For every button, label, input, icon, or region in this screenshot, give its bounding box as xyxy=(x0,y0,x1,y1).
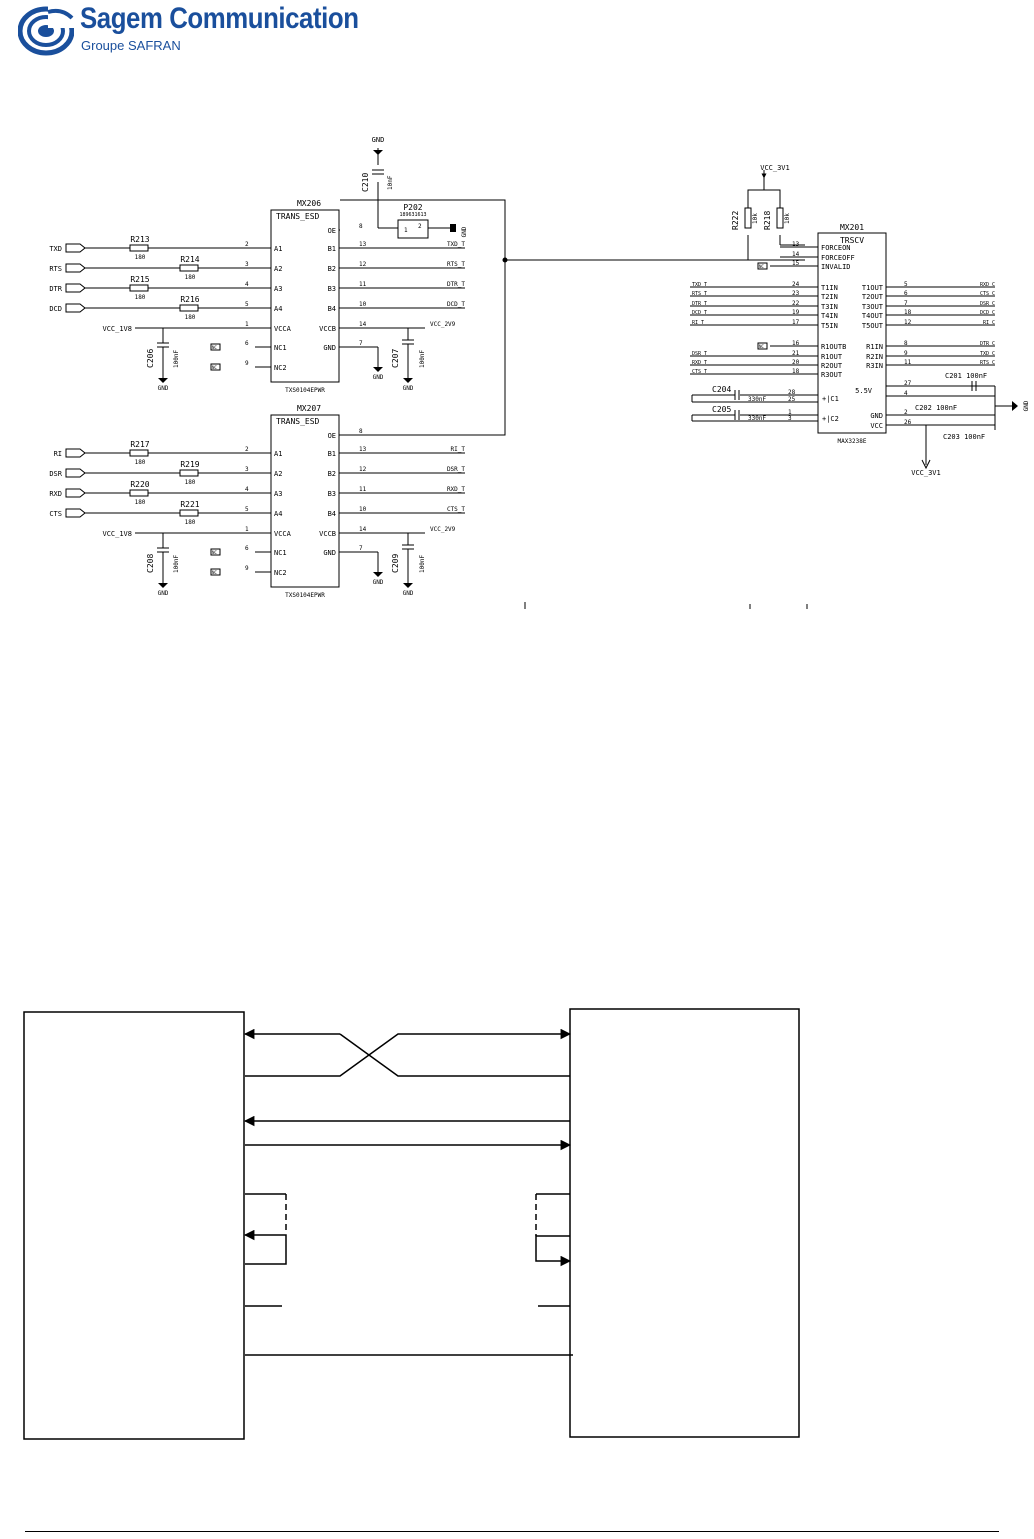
mx207-cap-a-gnd: GND xyxy=(157,590,169,597)
mx207-type: TRANS_ESD xyxy=(276,417,320,426)
mx201-pin-num: 1 xyxy=(788,409,792,416)
mx206-cap-a-value: 100nF xyxy=(173,349,180,368)
mx206-pin-GND: GND xyxy=(323,344,336,352)
mx201-pullup-ref: R222 xyxy=(731,210,740,230)
mx206-pin-num: 5 xyxy=(245,301,249,308)
mx206-net-B4: DCD_T xyxy=(446,301,465,308)
mx206-pin-num: 13 xyxy=(359,241,367,248)
c210-gnd-label: GND xyxy=(371,136,385,144)
left-device-box xyxy=(24,1012,244,1439)
mx206-pin-num: 14 xyxy=(359,321,367,328)
mx206-pin-B3: B3 xyxy=(327,285,336,293)
mx201-pin-FORCEOFF: FORCEOFF xyxy=(821,254,855,262)
mx206-resistor xyxy=(130,245,148,251)
mx207-gnd-icon xyxy=(373,572,383,577)
mx206-input-DCD: DCD xyxy=(49,305,62,313)
mx207-pin-num: 2 xyxy=(245,446,249,453)
mx207-res-ref: R217 xyxy=(130,440,150,449)
mx201-rin-net: DTR_C xyxy=(979,341,995,347)
mx207-input-RI: RI xyxy=(53,450,62,458)
mx207-pin-num: 10 xyxy=(359,506,367,513)
mx201-pullup-value: 10k xyxy=(784,213,791,224)
mx201-pin-num: 9 xyxy=(904,350,908,357)
mx207-pin-num: 6 xyxy=(245,545,249,552)
mx201-pin-num: 21 xyxy=(792,350,800,357)
mx206-input-DTR: DTR xyxy=(49,285,62,293)
mx206-port-TXD xyxy=(66,244,85,252)
mx206-cap-b-gnd-icon xyxy=(403,378,413,383)
mx207-pin-VCCB: VCCB xyxy=(319,530,336,538)
p202-pin1: 1 xyxy=(404,227,408,234)
mx201-pin-T1OUT: T1OUT xyxy=(861,284,883,292)
block-diagram xyxy=(0,995,1034,1455)
mx206-pin-num: 3 xyxy=(245,261,249,268)
mx201-rout-net: RXD_T xyxy=(692,360,708,366)
brand-subtitle: Groupe SAFRAN xyxy=(81,38,181,53)
mx206-res-ref: R216 xyxy=(180,295,200,304)
mx207-input-RXD: RXD xyxy=(49,490,62,498)
swirl-logo-icon xyxy=(18,6,74,56)
mx206-pin-A4: A4 xyxy=(274,305,283,313)
mx201-pin-num: 16 xyxy=(792,340,800,347)
mx206-resistor xyxy=(130,285,148,291)
mx206-pin-A2: A2 xyxy=(274,265,283,273)
mx201-pin-T4IN: T4IN xyxy=(821,312,838,320)
mx206-pin-NC2: NC2 xyxy=(274,364,287,372)
mx201-pin-num: 11 xyxy=(904,359,912,366)
mx207-pin-num: 3 xyxy=(245,466,249,473)
mx201-pin-R1OUTB: R1OUTB xyxy=(821,343,847,351)
mx207-pin-GND: GND xyxy=(323,549,336,557)
mx207-cap-a-ref: C208 xyxy=(146,553,155,573)
mx207-res-value: 180 xyxy=(184,519,196,526)
mx201-pin-T1IN: T1IN xyxy=(821,284,838,292)
mx206-pin-A3: A3 xyxy=(274,285,283,293)
mx201-pin-num: 27 xyxy=(904,380,912,387)
mx207-port-DSR xyxy=(66,469,85,477)
mx207-input-CTS: CTS xyxy=(49,510,62,518)
mx207-port-RI xyxy=(66,449,85,457)
mx201-pin-num: 5 xyxy=(904,281,908,288)
mx206-cap-b-value: 100nF xyxy=(419,349,426,368)
mx207-part: TXS0104EPWR xyxy=(285,592,325,599)
mx207-nc2-label: NC xyxy=(212,570,217,575)
mx206-net-B1: TXD_T xyxy=(446,241,465,248)
mx201-c202-label: C202 100nF xyxy=(915,404,958,412)
mx201-pin-T3OUT: T3OUT xyxy=(861,303,883,311)
mx207-port-RXD xyxy=(66,489,85,497)
mx201-pin-VCC: VCC xyxy=(870,422,883,430)
mx206-pin-OE: OE xyxy=(327,227,336,235)
mx201-cp-ref: C205 xyxy=(712,405,732,414)
mx201-gnd-icon xyxy=(1012,401,1018,411)
mx201-nc-invalid-label: NC xyxy=(759,264,764,269)
mx207-ref: MX207 xyxy=(296,404,322,413)
mx201-pin-num: 20 xyxy=(792,359,800,366)
mx206-cap-a-ref: C206 xyxy=(146,348,155,368)
mx206-pin-NC1: NC1 xyxy=(274,344,287,352)
mx201-tout-net: RXD_C xyxy=(979,282,995,288)
mx201-pin-FORCEON: FORCEON xyxy=(821,244,851,252)
mx207-net-B4: CTS_T xyxy=(446,506,465,513)
mx201-tout-net: DSR_C xyxy=(979,301,995,307)
mx207-cap-b-gnd: GND xyxy=(402,590,414,597)
mx201-pin-num: 18 xyxy=(792,368,800,375)
mx201-cp-label: +|C1 xyxy=(822,395,839,403)
mx201-pin-num: 3 xyxy=(788,415,792,422)
mx201-pin-num: 19 xyxy=(792,309,800,316)
mx201-gnd-label: GND xyxy=(1023,400,1030,412)
mx207-pin-A2: A2 xyxy=(274,470,283,478)
p202-part: 189631613 xyxy=(399,212,427,218)
mx206-net-VCCB: VCC_2V9 xyxy=(430,321,456,328)
mx206-cap-b-gnd: GND xyxy=(402,385,414,392)
mx206-pin-num: 9 xyxy=(245,360,249,367)
mx206-pin-B1: B1 xyxy=(327,245,336,253)
mx206-pin-num: 1 xyxy=(245,321,249,328)
mx201-pin-num: 7 xyxy=(904,300,908,307)
mx207-input-DSR: DSR xyxy=(49,470,62,478)
mx206-pin-num: 6 xyxy=(245,340,249,347)
mx201-pin-num: 24 xyxy=(792,281,800,288)
mx201-pin-T2IN: T2IN xyxy=(821,293,838,301)
mx206-type: TRANS_ESD xyxy=(276,212,320,221)
mx201-pin-R1OUT: R1OUT xyxy=(821,353,843,361)
mx201-tin-net: RTS_T xyxy=(692,291,708,297)
mx201-pin-num: 6 xyxy=(904,290,908,297)
mx207-cap-a-value: 100nF xyxy=(173,554,180,573)
mx207-cap-b-value: 100nF xyxy=(419,554,426,573)
mx201-pullup-ref: R218 xyxy=(763,210,772,230)
mx201-cp-label: +|C2 xyxy=(822,415,839,423)
mx207-res-value: 180 xyxy=(134,459,146,466)
mx201-cp-value: 330nF xyxy=(748,415,767,422)
mx207-pin-num: 7 xyxy=(359,545,363,552)
mx201-pin-T3IN: T3IN xyxy=(821,303,838,311)
mx207-pin-OE: OE xyxy=(327,432,336,440)
schematic-diagram xyxy=(0,120,1034,615)
mx207-pin-VCCA: VCCA xyxy=(274,530,291,538)
mx201-cp-value: 330nF xyxy=(748,396,767,403)
mx207-res-ref: R219 xyxy=(180,460,200,469)
mx207-nc1-label: NC xyxy=(212,550,217,555)
mx201-tout-net: CTS_C xyxy=(979,291,995,297)
mx206-res-value: 180 xyxy=(134,254,146,261)
mx207-net-B1: RI_T xyxy=(450,446,465,453)
mx206-resistor xyxy=(180,305,198,311)
mx207-pin-NC1: NC1 xyxy=(274,549,287,557)
mx207-pin-A4: A4 xyxy=(274,510,283,518)
mx201-rin-net: TXD_C xyxy=(979,351,995,357)
mx201-tin-net: DCD_T xyxy=(692,310,708,316)
mx201-part: MAX3238E xyxy=(837,438,867,445)
mx206-cap-a-gnd-icon xyxy=(158,378,168,383)
mx207-net-B3: RXD_T xyxy=(446,486,465,493)
mx206-cap-a-gnd: GND xyxy=(157,385,169,392)
mx207-pin-B2: B2 xyxy=(327,470,336,478)
mx207-pin-num: 8 xyxy=(359,428,363,435)
mx206-res-value: 180 xyxy=(184,274,196,281)
c210-value: 10nF xyxy=(387,175,394,190)
mx207-res-ref: R220 xyxy=(130,480,150,489)
mx201-pin-num: 25 xyxy=(788,396,796,403)
mx207-pin-num: 5 xyxy=(245,506,249,513)
mx206-res-ref: R214 xyxy=(180,255,200,264)
mx201-pin-num: 15 xyxy=(792,260,800,267)
mx201-ref: MX201 xyxy=(839,223,865,232)
mx201-pullup-R222 xyxy=(745,208,751,228)
p202-jumper xyxy=(398,220,428,238)
page-header xyxy=(0,0,1034,70)
mx201-tout-net: RI_C xyxy=(982,320,995,326)
mx206-gnd-icon xyxy=(373,367,383,372)
mx206-pin-num: 2 xyxy=(245,241,249,248)
mx207-pin-B1: B1 xyxy=(327,450,336,458)
mx206-pin-B2: B2 xyxy=(327,265,336,273)
mx201-pin-num: 8 xyxy=(904,340,908,347)
mx207-gnd-label: GND xyxy=(372,579,384,586)
mx201-pin-num: 17 xyxy=(792,319,800,326)
mx201-rout-net: DSR_T xyxy=(692,351,708,357)
mx201-v55: 5.5V xyxy=(855,387,872,395)
mx201-pin-T2OUT: T2OUT xyxy=(861,293,883,301)
mx201-pin-num: 4 xyxy=(904,390,908,397)
mx201-vcc-top: VCC_3V1 xyxy=(760,164,790,172)
mx206-pin-num: 7 xyxy=(359,340,363,347)
mx201-c201-label: C201 100nF xyxy=(945,372,988,380)
mx207-resistor xyxy=(130,490,148,496)
mx206-res-ref: R213 xyxy=(130,235,150,244)
mx207-pin-B3: B3 xyxy=(327,490,336,498)
p202-gnd-label: GND xyxy=(461,226,468,238)
mx206-part: TXS0104EPWR xyxy=(285,387,325,394)
mx201-pin-R2OUT: R2OUT xyxy=(821,362,843,370)
mx207-cap-b-gnd-icon xyxy=(403,583,413,588)
mx201-type: TRSCV xyxy=(839,236,865,245)
mx207-pin-num: 1 xyxy=(245,526,249,533)
mx201-tin-net: TXD_T xyxy=(692,282,708,288)
mx206-pin-VCCA: VCCA xyxy=(274,325,291,333)
mx201-tout-net: DCD_C xyxy=(979,310,995,316)
mx206-port-RTS xyxy=(66,264,85,272)
mx207-pin-A1: A1 xyxy=(274,450,283,458)
mx207-pin-num: 11 xyxy=(359,486,367,493)
mx206-pin-VCCB: VCCB xyxy=(319,325,336,333)
mx207-pin-num: 12 xyxy=(359,466,367,473)
mx201-pullup-value: 10k xyxy=(752,213,759,224)
mx201-pin-num: 2 xyxy=(904,409,908,416)
mx201-pin-T5OUT: T5OUT xyxy=(861,322,883,330)
mx206-pin-num: 11 xyxy=(359,281,367,288)
mx201-pin-GND: GND xyxy=(870,412,883,420)
mx207-chip xyxy=(271,415,339,587)
mx201-tin-net: RI_T xyxy=(692,320,705,326)
p202-ref: P202 xyxy=(403,203,423,212)
mx201-vcc-bottom: VCC_3V1 xyxy=(911,469,941,477)
mx201-pin-num: 26 xyxy=(904,419,912,426)
mx206-pin-num: 4 xyxy=(245,281,249,288)
brand-title: Sagem Communication xyxy=(80,2,359,35)
mx201-rin-net: RTS_C xyxy=(979,360,995,366)
mx206-pin-num: 8 xyxy=(359,223,363,230)
mx207-pin-num: 4 xyxy=(245,486,249,493)
mx206-nc1-label: NC xyxy=(212,345,217,350)
mx207-vcca-label: VCC_1V8 xyxy=(102,530,132,538)
mx207-cap-a-gnd-icon xyxy=(158,583,168,588)
line-cross-2 xyxy=(245,1034,570,1076)
mx206-pin-num: 12 xyxy=(359,261,367,268)
mx206-res-value: 180 xyxy=(134,294,146,301)
mx207-net-VCCB: VCC_2V9 xyxy=(430,526,456,533)
mx206-port-DCD xyxy=(66,304,85,312)
mx201-pin-R2IN: R2IN xyxy=(866,353,883,361)
mx207-res-value: 180 xyxy=(134,499,146,506)
mx207-res-ref: R221 xyxy=(180,500,200,509)
mx206-pin-num: 10 xyxy=(359,301,367,308)
c210-ref: C210 xyxy=(361,172,370,192)
mx201-pin-INVALID: INVALID xyxy=(821,263,851,271)
mx206-vcca-label: VCC_1V8 xyxy=(102,325,132,333)
mx206-net-B3: DTR_T xyxy=(446,281,465,288)
mx207-pin-B4: B4 xyxy=(327,510,336,518)
mx207-resistor xyxy=(180,510,198,516)
mx201-pin-num: 23 xyxy=(792,290,800,297)
mx206-pin-B4: B4 xyxy=(327,305,336,313)
mx206-pin-A1: A1 xyxy=(274,245,283,253)
mx207-cap-b-ref: C209 xyxy=(391,553,400,573)
mx207-pin-NC2: NC2 xyxy=(274,569,287,577)
mx206-res-value: 180 xyxy=(184,314,196,321)
mx206-ref: MX206 xyxy=(296,199,322,208)
mx207-pin-num: 13 xyxy=(359,446,367,453)
mx206-input-TXD: TXD xyxy=(49,245,62,253)
mx201-pin-num: 28 xyxy=(788,389,796,396)
mx201-pin-num: 22 xyxy=(792,300,800,307)
mx201-pin-num: 14 xyxy=(792,251,800,258)
right-device-box xyxy=(570,1009,799,1437)
mx201-pin-T5IN: T5IN xyxy=(821,322,838,330)
mx207-resistor xyxy=(180,470,198,476)
p202-gnd-icon xyxy=(450,224,456,232)
mx206-gnd-label: GND xyxy=(372,374,384,381)
mx207-net-B2: DSR_T xyxy=(446,466,465,473)
mx206-cap-b-ref: C207 xyxy=(391,348,400,368)
mx206-resistor xyxy=(180,265,198,271)
mx201-pin-R1IN: R1IN xyxy=(866,343,883,351)
mx201-pin-num: 12 xyxy=(904,319,912,326)
mx206-input-RTS: RTS xyxy=(49,265,62,273)
mx206-chip xyxy=(271,210,339,382)
mx201-pin-R3IN: R3IN xyxy=(866,362,883,370)
mx201-pin-num: 18 xyxy=(904,309,912,316)
mx201-tin-net: DTR_T xyxy=(692,301,708,307)
mx201-rout-net: CTS_T xyxy=(692,369,708,375)
mx207-resistor xyxy=(130,450,148,456)
line-cross-1 xyxy=(340,1034,570,1076)
mx206-res-ref: R215 xyxy=(130,275,150,284)
c210-gnd-icon xyxy=(373,150,383,155)
mx201-pin-num: 13 xyxy=(792,241,800,248)
p202-pin2: 2 xyxy=(418,223,422,230)
loop-left-bottom xyxy=(245,1235,286,1264)
mx207-pin-num: 14 xyxy=(359,526,367,533)
footer-rule xyxy=(25,1531,999,1532)
loop-right-bottom xyxy=(536,1236,570,1261)
mx201-pin-R3OUT: R3OUT xyxy=(821,371,843,379)
mx206-nc2-label: NC xyxy=(212,365,217,370)
mx207-pin-A3: A3 xyxy=(274,490,283,498)
mx207-port-CTS xyxy=(66,509,85,517)
mx207-pin-num: 9 xyxy=(245,565,249,572)
mx201-nc-r1outb-label: NC xyxy=(759,344,764,349)
mx206-net-B2: RTS_T xyxy=(446,261,465,268)
mx201-c203-label: C203 100nF xyxy=(943,433,986,441)
mx201-pin-T4OUT: T4OUT xyxy=(861,312,883,320)
mx201-pullup-R218 xyxy=(777,208,783,228)
mx207-res-value: 180 xyxy=(184,479,196,486)
mx201-cp-ref: C204 xyxy=(712,385,732,394)
mx206-port-DTR xyxy=(66,284,85,292)
